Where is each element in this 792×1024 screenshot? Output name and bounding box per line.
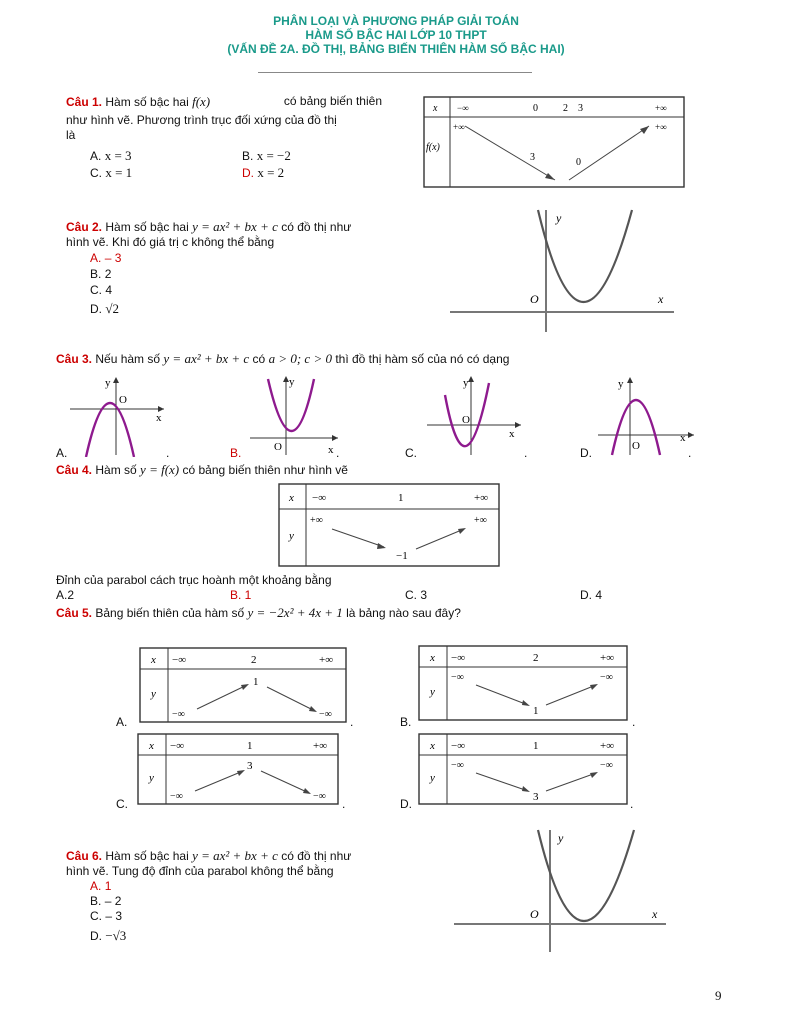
q2-label: Câu 2. — [66, 220, 103, 234]
q1-label: Câu 1. — [66, 95, 103, 109]
svg-text:+∞: +∞ — [655, 122, 667, 132]
svg-text:x: x — [509, 428, 515, 440]
q3-option-c-dot: . — [524, 446, 528, 460]
svg-text:2: 2 — [533, 652, 539, 664]
svg-text:3: 3 — [247, 760, 253, 772]
q5-label: Câu 5. — [56, 606, 93, 620]
svg-text:y: y — [289, 530, 294, 542]
svg-text:0: 0 — [533, 103, 538, 114]
svg-text:x: x — [149, 740, 154, 752]
svg-text:x: x — [652, 907, 658, 921]
svg-text:1: 1 — [533, 740, 539, 752]
q2-text-c: hình vẽ. Khi đó giá trị c không thể bằng — [66, 235, 275, 249]
q5-option-a-dot: . — [350, 715, 354, 729]
svg-text:y: y — [149, 772, 154, 784]
q6-label: Câu 6. — [66, 849, 103, 863]
svg-text:−∞: −∞ — [170, 791, 183, 802]
svg-text:+∞: +∞ — [313, 740, 328, 752]
svg-text:y: y — [151, 688, 156, 700]
svg-text:−∞: −∞ — [172, 709, 185, 720]
q4-label: Câu 4. — [56, 463, 93, 477]
svg-text:y: y — [618, 378, 624, 390]
title-divider — [258, 72, 532, 73]
q5-option-c-letter[interactable]: C. — [116, 797, 128, 811]
q3-option-a-dot: . — [166, 446, 170, 460]
q3-graph-a — [68, 373, 166, 457]
q4-variation-table — [278, 483, 500, 567]
svg-text:3: 3 — [578, 103, 583, 114]
q1-variation-table — [423, 96, 685, 188]
q2-option-d[interactable]: D. √2 — [90, 301, 119, 316]
q3-option-d-dot: . — [688, 446, 692, 460]
svg-text:y: y — [430, 686, 435, 698]
svg-text:+∞: +∞ — [655, 103, 667, 113]
q6-graph — [452, 828, 668, 954]
q1-text-d: là — [66, 128, 76, 142]
svg-text:1: 1 — [533, 705, 539, 717]
svg-text:2: 2 — [251, 654, 257, 666]
svg-text:f(x): f(x) — [426, 142, 440, 153]
svg-text:−∞: −∞ — [451, 672, 464, 683]
svg-text:+∞: +∞ — [310, 515, 323, 526]
q5-stem: Câu 5. Bảng biến thiên của hàm số y = −2x² + 4x + 1 là bảng nào sau đây? — [56, 605, 461, 620]
svg-text:O: O — [462, 414, 470, 426]
svg-text:1: 1 — [398, 492, 404, 504]
svg-text:−∞: −∞ — [451, 652, 466, 664]
svg-text:x: x — [680, 432, 686, 444]
svg-text:O: O — [119, 394, 127, 406]
q3-option-a[interactable]: A. — [56, 446, 68, 460]
svg-text:x: x — [430, 740, 435, 752]
q4-option-d[interactable]: D. 4 — [580, 588, 603, 602]
q6-option-c[interactable]: C. – 3 — [90, 909, 123, 923]
q5-option-d-dot: . — [630, 797, 634, 811]
q6-formula: y = ax² + bx + c — [192, 848, 278, 863]
q5-option-a-letter[interactable]: A. — [116, 715, 128, 729]
q1-option-a[interactable]: A. x = 3 — [90, 148, 132, 163]
svg-text:−∞: −∞ — [600, 760, 613, 771]
q4-stem: Câu 4. Hàm số y = f(x) có bảng biến thiên như hình vẽ — [56, 462, 348, 477]
svg-text:−∞: −∞ — [172, 654, 187, 666]
q5-table-a[interactable] — [139, 647, 347, 723]
svg-text:−∞: −∞ — [451, 760, 464, 771]
svg-text:3: 3 — [533, 791, 539, 803]
svg-text:−∞: −∞ — [313, 791, 326, 802]
svg-text:x: x — [658, 292, 664, 306]
q2-graph — [448, 206, 676, 334]
svg-text:+∞: +∞ — [474, 515, 487, 526]
title-line-2: HÀM SỐ BẬC HAI LỚP 10 THPT — [305, 28, 487, 42]
q4-formula: y = f(x) — [140, 462, 180, 477]
q6-option-a[interactable]: A. 1 — [90, 879, 112, 893]
svg-text:y: y — [556, 211, 562, 225]
q1-text-a: Hàm số bậc hai — [105, 95, 189, 109]
svg-text:y: y — [430, 772, 435, 784]
page-number: 9 — [715, 988, 722, 1003]
q4-option-b[interactable]: B. 1 — [230, 588, 252, 602]
q6-stem: Câu 6. Hàm số bậc hai y = ax² + bx + c có đồ thị như hình vẽ. Tung độ đỉnh của parabol không thể bằng — [66, 848, 396, 879]
q2-option-c[interactable]: C. 4 — [90, 283, 113, 297]
q4-option-a[interactable]: A.2 — [56, 588, 75, 602]
svg-text:O: O — [274, 441, 282, 453]
svg-text:1: 1 — [253, 676, 259, 688]
title-line-3: (VẤN ĐỀ 2A. ĐỒ THỊ, BẢNG BIẾN THIÊN HÀM SỐ BẬC HAI) — [227, 42, 565, 56]
q1-option-d[interactable]: D. x = 2 — [242, 165, 285, 180]
svg-text:y: y — [105, 377, 111, 389]
svg-text:y: y — [289, 376, 295, 388]
q3-label: Câu 3. — [56, 352, 93, 366]
q5-table-c[interactable] — [137, 733, 339, 805]
q1-text-b: có bảng biến thiên — [283, 94, 382, 108]
q3-option-b-dot: . — [336, 446, 340, 460]
svg-text:x: x — [151, 654, 156, 666]
svg-text:1: 1 — [247, 740, 253, 752]
q3-condition: a > 0; c > 0 — [268, 351, 332, 366]
q1-t-x: x — [433, 103, 438, 114]
svg-text:−∞: −∞ — [319, 709, 332, 720]
svg-text:−∞: −∞ — [170, 740, 185, 752]
svg-text:2: 2 — [563, 103, 568, 114]
svg-text:y: y — [463, 377, 469, 389]
q2-option-b[interactable]: B. 2 — [90, 267, 112, 281]
q5-option-c-dot: . — [342, 797, 346, 811]
q6-option-b[interactable]: B. – 2 — [90, 894, 122, 908]
svg-text:−1: −1 — [396, 550, 408, 562]
q3-graph-b — [248, 373, 340, 457]
q5-table-b[interactable] — [418, 645, 628, 721]
q5-table-d[interactable] — [418, 733, 628, 805]
q5-formula: y = −2x² + 4x + 1 — [247, 605, 343, 620]
q1-option-c[interactable]: C. x = 1 — [90, 165, 133, 180]
q3-option-c[interactable]: C. — [405, 446, 417, 460]
svg-text:−∞: −∞ — [600, 672, 613, 683]
svg-text:+∞: +∞ — [453, 122, 465, 132]
q3-graph-c — [425, 373, 523, 457]
q2-stem: Câu 2. Hàm số bậc hai y = ax² + bx + c có đồ thị như hình vẽ. Khi đó giá trị c không thể bằng — [66, 219, 396, 250]
q5-option-b-dot: . — [632, 715, 636, 729]
svg-text:x: x — [328, 444, 334, 456]
svg-text:O: O — [632, 440, 640, 452]
svg-text:−∞: −∞ — [457, 103, 469, 113]
svg-text:0: 0 — [576, 157, 581, 168]
svg-text:3: 3 — [530, 152, 535, 163]
q5-option-d-letter[interactable]: D. — [400, 797, 412, 811]
q2-formula: y = ax² + bx + c — [192, 219, 278, 234]
q5-option-b-letter[interactable]: B. — [400, 715, 412, 729]
svg-text:−∞: −∞ — [451, 740, 466, 752]
q1-stem — [66, 94, 382, 143]
q3-graph-d — [596, 373, 696, 457]
svg-text:+∞: +∞ — [600, 652, 615, 664]
q3-option-d[interactable]: D. — [580, 446, 592, 460]
svg-text:x: x — [156, 412, 162, 424]
svg-text:y: y — [558, 831, 564, 845]
svg-text:O: O — [530, 907, 539, 921]
q1-fx: f(x) — [192, 94, 211, 109]
svg-text:+∞: +∞ — [600, 740, 615, 752]
q2-option-a[interactable]: A. – 3 — [90, 251, 122, 265]
q3-option-b[interactable]: B. — [230, 446, 242, 460]
q3-formula: y = ax² + bx + c — [163, 351, 250, 366]
svg-text:+∞: +∞ — [319, 654, 334, 666]
svg-text:+∞: +∞ — [474, 492, 489, 504]
q1-option-b[interactable]: B. x = −2 — [242, 148, 291, 163]
title-line-1: PHÂN LOẠI VÀ PHƯƠNG PHÁP GIẢI TOÁN — [273, 14, 519, 28]
q1-text-c: như hình vẽ. Phương trình trục đối xứng của đồ thị — [66, 113, 337, 127]
svg-text:O: O — [530, 292, 539, 306]
q3-stem: Câu 3. Nếu hàm số y = ax² + bx + c có a > 0; c > 0 thì đồ thị hàm số của nó có dạng — [56, 351, 510, 366]
q4-option-c[interactable]: C. 3 — [405, 588, 428, 602]
q4-question: Đỉnh của parabol cách trục hoành một khoảng bằng — [56, 573, 332, 587]
q6-text-c: hình vẽ. Tung độ đỉnh của parabol không thể bằng — [66, 864, 334, 878]
q6-option-d[interactable]: D. −√3 — [90, 928, 127, 943]
svg-text:x: x — [430, 652, 435, 664]
svg-text:x: x — [289, 492, 294, 504]
svg-text:−∞: −∞ — [312, 492, 327, 504]
